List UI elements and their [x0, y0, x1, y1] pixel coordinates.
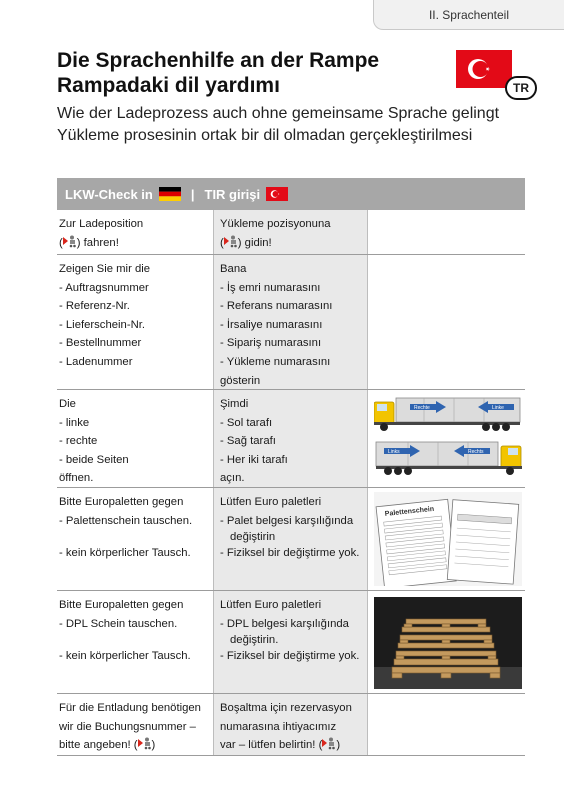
header-separator: | [190, 186, 195, 202]
cell-text: - Ladenummer [59, 355, 133, 368]
ramp-truck-icon [63, 234, 77, 248]
cell-text: - Palettenschein tauschen. [59, 514, 193, 527]
cell-text: - linke [59, 416, 90, 429]
table-row [57, 591, 525, 694]
cell-text: - kein körperlicher Tausch. [59, 547, 191, 560]
paren-close-text: ) fahren! [76, 236, 119, 249]
cell-text-with-icon [220, 736, 363, 755]
cell-text: gösterin [220, 374, 261, 387]
cell-text: Lütfen Euro paletleri [220, 599, 322, 611]
pallet-stack-photo [374, 597, 522, 689]
title-line-tr: Rampadaki dil yardımı [57, 74, 280, 97]
header-label-tr: TIR girişi [204, 186, 261, 202]
country-code-badge [505, 76, 537, 100]
page-title [57, 48, 379, 98]
cell-text: Yükleme pozisyonuna [220, 218, 331, 230]
title-line-de: Die Sprachenhilfe an der Rampe [57, 49, 380, 72]
table-row [57, 390, 525, 488]
cell-de [57, 390, 213, 487]
cell-text: değiştirin. [230, 634, 279, 647]
cell-text: - rechte [59, 435, 98, 448]
cell-text: - Auftragsnummer [59, 281, 149, 294]
table-row [57, 488, 525, 591]
cell-text: Şimdi [220, 398, 249, 410]
cell-text-with-icon [59, 234, 211, 253]
cell-de [57, 694, 213, 755]
truck-label: Linke [492, 405, 504, 411]
cell-text: - beide Seiten [59, 453, 129, 466]
table-row [57, 210, 525, 255]
cell-text: - Bestellnummer [59, 337, 142, 350]
table-row [57, 694, 525, 756]
cell-tr [213, 255, 368, 389]
table-header [57, 178, 525, 210]
cell-de [57, 255, 213, 389]
truck-illustration [374, 394, 522, 434]
cell-tr [213, 488, 368, 590]
cell-text: - DPL belgesi karşılığında [220, 617, 349, 630]
ramp-truck-icon [224, 234, 238, 248]
cell-text: wir die Buchungsnummer – [59, 720, 196, 733]
pallet-document-illustration [374, 492, 522, 586]
subtitle-line-de: Wie der Ladeprozess auch ohne gemeinsame Sprache gelingt [57, 105, 500, 122]
cell-text: - Sol tarafı [220, 416, 273, 429]
document-title: Palettenschein [384, 505, 435, 518]
cell-empty [368, 255, 525, 389]
paren-close: ) [336, 739, 341, 752]
cell-text: Zur Ladeposition [59, 218, 144, 230]
subtitle-line-tr: Yükleme prosesinin ortak bir dil olmadan gerçekleştirilmesi [57, 127, 473, 144]
cell-text: - kein körperlicher Tausch. [59, 650, 191, 663]
cell-text: Zeigen Sie mir die [59, 263, 151, 275]
cell-text: var – lütfen belirtin! ( [220, 739, 323, 752]
ramp-truck-icon [138, 736, 152, 750]
cell-empty [368, 694, 525, 755]
turkey-flag-icon [456, 50, 512, 88]
cell-de [57, 591, 213, 693]
cell-de [57, 210, 213, 254]
section-tab [373, 0, 564, 30]
cell-text: - Palet belgesi karşılığında [220, 514, 354, 527]
truck-illustration [374, 438, 522, 478]
cell-text: - DPL Schein tauschen. [59, 617, 178, 630]
truck-label: Links [388, 449, 400, 455]
cell-text: - Sipariş numarasını [220, 337, 322, 350]
header-label-de: LKW-Check in [65, 186, 153, 202]
cell-text: - İrsaliye numarasını [220, 318, 323, 331]
cell-text: açın. [220, 472, 245, 485]
cell-text: Lütfen Euro paletleri [220, 496, 322, 508]
cell-tr [213, 694, 368, 755]
cell-text: - Her iki tarafı [220, 453, 288, 466]
cell-de [57, 488, 213, 590]
table-row [57, 255, 525, 390]
turkey-flag-small-icon [266, 187, 288, 201]
cell-image [368, 390, 525, 487]
paren-open: ( [220, 236, 224, 249]
germany-flag-icon [159, 187, 181, 201]
cell-image [368, 488, 525, 590]
cell-image [368, 591, 525, 693]
cell-text: - Referenz-Nr. [59, 300, 130, 313]
cell-text: - Sağ tarafı [220, 435, 276, 448]
cell-empty [368, 210, 525, 254]
cell-text: - Referans numarasını [220, 300, 333, 313]
cell-text: numarasına ihtiyacımız [220, 720, 337, 733]
cell-text: - İş emri numarasını [220, 281, 321, 294]
cell-text: Bitte Europaletten gegen [59, 496, 184, 508]
cell-text: Für die Entladung benötigen [59, 702, 201, 714]
page-subtitle [57, 103, 499, 147]
ramp-truck-icon [322, 736, 336, 750]
cell-text: Boşaltma için rezervasyon [220, 702, 352, 714]
cell-text: değiştirin [230, 531, 276, 544]
cell-text: - Lieferschein-Nr. [59, 318, 146, 331]
truck-label: Rechte [414, 405, 430, 411]
cell-tr [213, 390, 368, 487]
cell-text: Bitte Europaletten gegen [59, 599, 184, 611]
cell-text: - Fiziksel bir değiştirme yok. [220, 547, 360, 560]
section-tab-label: II. Sprachenteil [428, 7, 510, 22]
cell-text: - Fiziksel bir değiştirme yok. [220, 650, 360, 663]
cell-tr [213, 591, 368, 693]
truck-label: Rechts [468, 449, 484, 455]
paren-open: ( [59, 236, 63, 249]
country-code-text: TR [513, 81, 529, 95]
cell-text-with-icon [220, 234, 363, 253]
cell-text: - Yükleme numarasını [220, 355, 331, 368]
cell-text: öffnen. [59, 472, 94, 485]
cell-text: Die [59, 398, 76, 410]
paren-close: ) [151, 739, 156, 752]
cell-text: Bana [220, 263, 247, 275]
cell-text-with-icon [59, 736, 211, 755]
cell-text: bitte angeben! ( [59, 739, 138, 752]
cell-tr [213, 210, 368, 254]
paren-close-text: ) gidin! [237, 236, 272, 249]
